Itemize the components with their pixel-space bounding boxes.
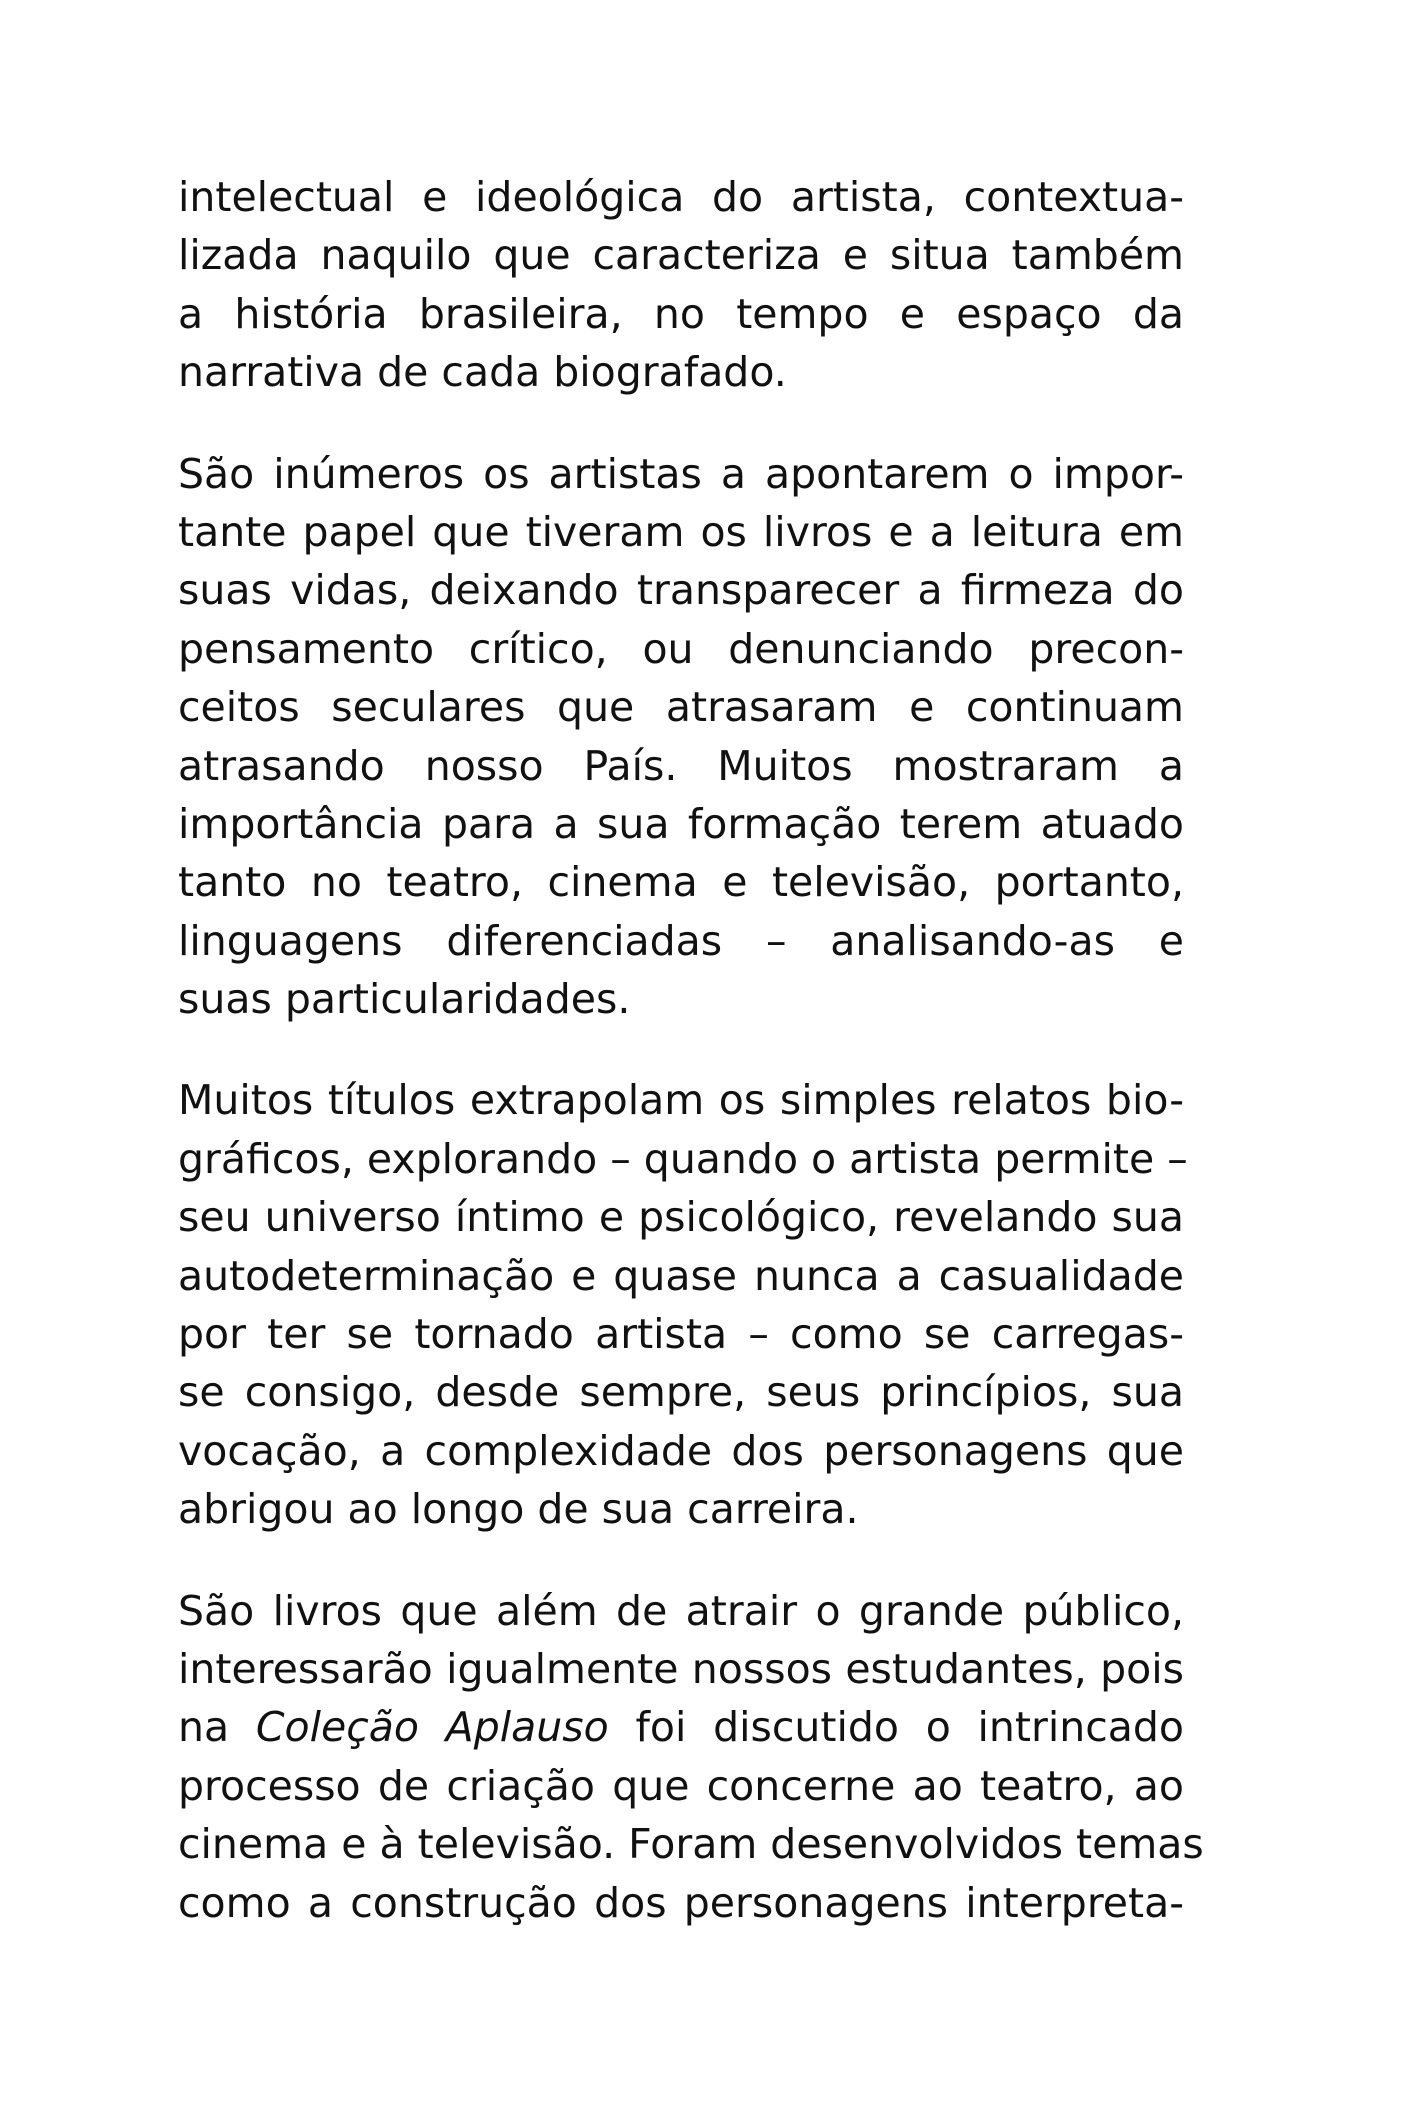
text-segment: na <box>178 1703 256 1752</box>
text-line: tanto no teatro, cinema e televisão, portanto, <box>178 858 1184 907</box>
text-line: interessarão igualmente nossos estudantes, pois <box>178 1644 1184 1693</box>
paragraph-1 <box>178 168 1184 402</box>
text-line-with-italic <box>178 1698 1184 1756</box>
body-text <box>178 168 1204 1932</box>
text-line: ceitos seculares que atrasaram e continuam <box>178 683 1184 732</box>
text-line: processo de criação que concerne ao teatro, ao <box>178 1761 1184 1810</box>
text-line: suas vidas, deixando transparecer a firmeza do <box>178 566 1184 615</box>
collection-title: Coleção Aplauso <box>255 1703 609 1752</box>
text-line: tante papel que tiveram os livros e a leitura em <box>178 507 1184 556</box>
text-line: Muitos títulos extrapolam os simples relatos bio- <box>178 1076 1184 1125</box>
text-line: cinema e à televisão. Foram desenvolvidos temas <box>178 1820 1204 1869</box>
text-line: autodeterminação e quase nunca a casualidade <box>178 1251 1184 1300</box>
text-line: pensamento crítico, ou denunciando precon- <box>178 624 1184 673</box>
paragraph-4 <box>178 1582 1204 1932</box>
text-line: lizada naquilo que caracteriza e situa também <box>178 231 1184 280</box>
text-line: seu universo íntimo e psicológico, revelando sua <box>178 1193 1184 1242</box>
paragraph-3 <box>178 1071 1188 1538</box>
text-line: São livros que além de atrair o grande público, <box>178 1586 1184 1635</box>
text-line: se consigo, desde sempre, seus princípios, sua <box>178 1368 1184 1417</box>
text-line: a história brasileira, no tempo e espaço da <box>178 289 1184 338</box>
text-line: importância para a sua formação terem atuado <box>178 799 1184 848</box>
text-line: gráficos, explorando – quando o artista permite – <box>178 1134 1188 1183</box>
text-line: linguagens diferenciadas – analisando-as e <box>178 916 1184 965</box>
text-line: como a construção dos personagens interpreta- <box>178 1878 1184 1927</box>
text-line: São inúmeros os artistas a apontarem o impor- <box>178 449 1184 498</box>
text-line: narrativa de cada biografado. <box>178 348 787 397</box>
paragraph-2 <box>178 445 1184 1029</box>
text-line: suas particularidades. <box>178 975 631 1024</box>
text-line: atrasando nosso País. Muitos mostraram a <box>178 741 1184 790</box>
text-segment: foi discutido o intrincado <box>608 1703 1184 1752</box>
text-line: abrigou ao longo de sua carreira. <box>178 1485 859 1534</box>
text-line: vocação, a complexidade dos personagens que <box>178 1426 1184 1475</box>
text-line: por ter se tornado artista – como se carregas- <box>178 1310 1184 1359</box>
text-line: intelectual e ideológica do artista, contextua- <box>178 173 1184 221</box>
